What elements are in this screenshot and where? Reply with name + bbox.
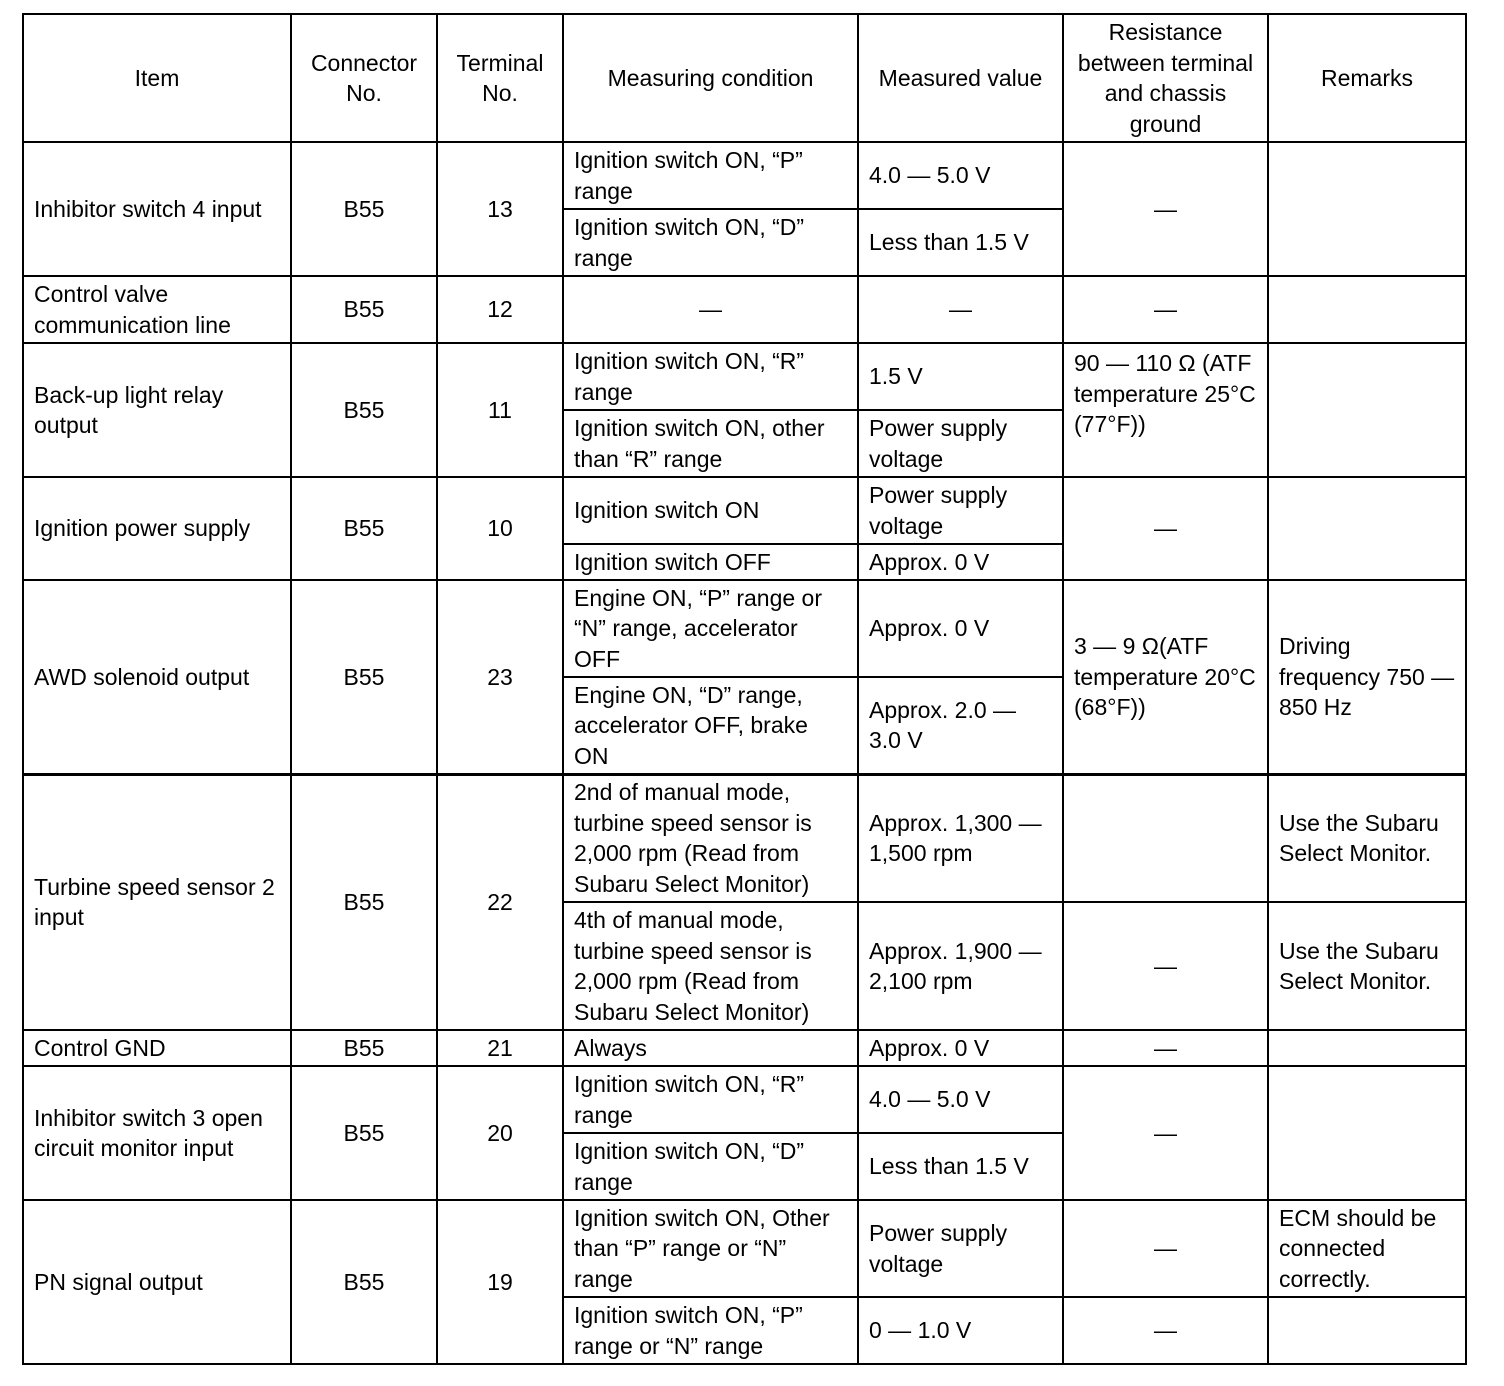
- connector-cell: B55: [291, 774, 437, 1030]
- resistance-cell: —: [1063, 1200, 1268, 1297]
- resistance-cell: 90 — 110 Ω (ATF temperature 25°C (77°F)): [1063, 343, 1268, 477]
- condition-cell: Ignition switch OFF: [563, 544, 858, 580]
- condition-cell: Always: [563, 1030, 858, 1066]
- resistance-cell: —: [1063, 142, 1268, 276]
- table-row: [23, 1030, 1466, 1066]
- item-cell: Back-up light relay output: [23, 343, 291, 477]
- value-cell: Approx. 1,300 — 1,500 rpm: [858, 774, 1063, 902]
- condition-cell: 4th of manual mode, turbine speed sensor is 2,000 rpm (Read from Subaru Select Monitor): [563, 902, 858, 1030]
- terminal-cell: 20: [437, 1066, 563, 1200]
- condition-cell: Ignition switch ON, other than “R” range: [563, 410, 858, 477]
- connector-cell: B55: [291, 343, 437, 477]
- table-row: [23, 343, 1466, 410]
- table-row: [23, 580, 1466, 677]
- header-value: Measured value: [858, 14, 1063, 142]
- table-row: [23, 1066, 1466, 1133]
- terminal-cell: 19: [437, 1200, 563, 1364]
- condition-cell: Ignition switch ON: [563, 477, 858, 544]
- condition-cell: Engine ON, “D” range, accelerator OFF, brake ON: [563, 677, 858, 774]
- remarks-cell: Driving frequency 750 — 850 Hz: [1268, 580, 1466, 774]
- value-cell: 4.0 — 5.0 V: [858, 142, 1063, 209]
- condition-cell: Ignition switch ON, “R” range: [563, 1066, 858, 1133]
- condition-cell: Ignition switch ON, “D” range: [563, 1133, 858, 1200]
- terminal-check-table: [22, 13, 1467, 1365]
- value-cell: 0 — 1.0 V: [858, 1297, 1063, 1364]
- value-cell: Approx. 0 V: [858, 580, 1063, 677]
- item-cell: PN signal output: [23, 1200, 291, 1364]
- header-condition: Measuring condition: [563, 14, 858, 142]
- condition-cell: Ignition switch ON, “R” range: [563, 343, 858, 410]
- condition-cell: Ignition switch ON, Other than “P” range or “N” range: [563, 1200, 858, 1297]
- remarks-cell: ECM should be connected correctly.: [1268, 1200, 1466, 1297]
- item-cell: Control valve communication line: [23, 276, 291, 343]
- item-cell: Control GND: [23, 1030, 291, 1066]
- resistance-cell: —: [1063, 902, 1268, 1030]
- connector-cell: B55: [291, 477, 437, 580]
- connector-cell: B55: [291, 276, 437, 343]
- remarks-cell: Use the Subaru Select Monitor.: [1268, 902, 1466, 1030]
- header-row: [23, 14, 1466, 142]
- terminal-cell: 13: [437, 142, 563, 276]
- terminal-cell: 12: [437, 276, 563, 343]
- item-cell: AWD solenoid output: [23, 580, 291, 774]
- resistance-cell: [1063, 774, 1268, 902]
- condition-cell: 2nd of manual mode, turbine speed sensor is 2,000 rpm (Read from Subaru Select Monitor): [563, 774, 858, 902]
- terminal-cell: 23: [437, 580, 563, 774]
- value-cell: Power supply voltage: [858, 1200, 1063, 1297]
- resistance-cell: —: [1063, 477, 1268, 580]
- header-terminal: Terminal No.: [437, 14, 563, 142]
- terminal-cell: 11: [437, 343, 563, 477]
- table-row: [23, 276, 1466, 343]
- resistance-cell: —: [1063, 1066, 1268, 1200]
- connector-cell: B55: [291, 1066, 437, 1200]
- header-connector: Connector No.: [291, 14, 437, 142]
- terminal-cell: 21: [437, 1030, 563, 1066]
- header-item: Item: [23, 14, 291, 142]
- header-resistance: Resistance between terminal and chassis ground: [1063, 14, 1268, 142]
- value-cell: Less than 1.5 V: [858, 1133, 1063, 1200]
- item-cell: Inhibitor switch 3 open circuit monitor input: [23, 1066, 291, 1200]
- value-cell: —: [858, 276, 1063, 343]
- condition-cell: Engine ON, “P” range or “N” range, accelerator OFF: [563, 580, 858, 677]
- resistance-cell: 3 — 9 Ω(ATF temperature 20°C (68°F)): [1063, 580, 1268, 774]
- table-row: [23, 142, 1466, 209]
- table-row: [23, 477, 1466, 544]
- condition-cell: Ignition switch ON, “P” range or “N” range: [563, 1297, 858, 1364]
- condition-cell: —: [563, 276, 858, 343]
- value-cell: 4.0 — 5.0 V: [858, 1066, 1063, 1133]
- terminal-cell: 22: [437, 774, 563, 1030]
- table-row: [23, 1200, 1466, 1297]
- remarks-cell: [1268, 1066, 1466, 1200]
- connector-cell: B55: [291, 580, 437, 774]
- remarks-cell: [1268, 1297, 1466, 1364]
- connector-cell: B55: [291, 1030, 437, 1066]
- value-cell: Approx. 1,900 — 2,100 rpm: [858, 902, 1063, 1030]
- value-cell: Power supply voltage: [858, 477, 1063, 544]
- remarks-cell: [1268, 343, 1466, 477]
- value-cell: Approx. 0 V: [858, 1030, 1063, 1066]
- connector-cell: B55: [291, 1200, 437, 1364]
- condition-cell: Ignition switch ON, “P” range: [563, 142, 858, 209]
- item-cell: Turbine speed sensor 2 input: [23, 774, 291, 1030]
- value-cell: Approx. 2.0 — 3.0 V: [858, 677, 1063, 774]
- connector-cell: B55: [291, 142, 437, 276]
- value-cell: Approx. 0 V: [858, 544, 1063, 580]
- terminal-cell: 10: [437, 477, 563, 580]
- value-cell: Less than 1.5 V: [858, 209, 1063, 276]
- remarks-cell: [1268, 1030, 1466, 1066]
- resistance-cell: —: [1063, 276, 1268, 343]
- value-cell: 1.5 V: [858, 343, 1063, 410]
- remarks-cell: [1268, 276, 1466, 343]
- remarks-cell: [1268, 477, 1466, 580]
- header-remarks: Remarks: [1268, 14, 1466, 142]
- resistance-cell: —: [1063, 1030, 1268, 1066]
- remarks-cell: [1268, 142, 1466, 276]
- resistance-cell: —: [1063, 1297, 1268, 1364]
- condition-cell: Ignition switch ON, “D” range: [563, 209, 858, 276]
- remarks-cell: Use the Subaru Select Monitor.: [1268, 774, 1466, 902]
- item-cell: Ignition power supply: [23, 477, 291, 580]
- table-row: [23, 774, 1466, 902]
- value-cell: Power supply voltage: [858, 410, 1063, 477]
- item-cell: Inhibitor switch 4 input: [23, 142, 291, 276]
